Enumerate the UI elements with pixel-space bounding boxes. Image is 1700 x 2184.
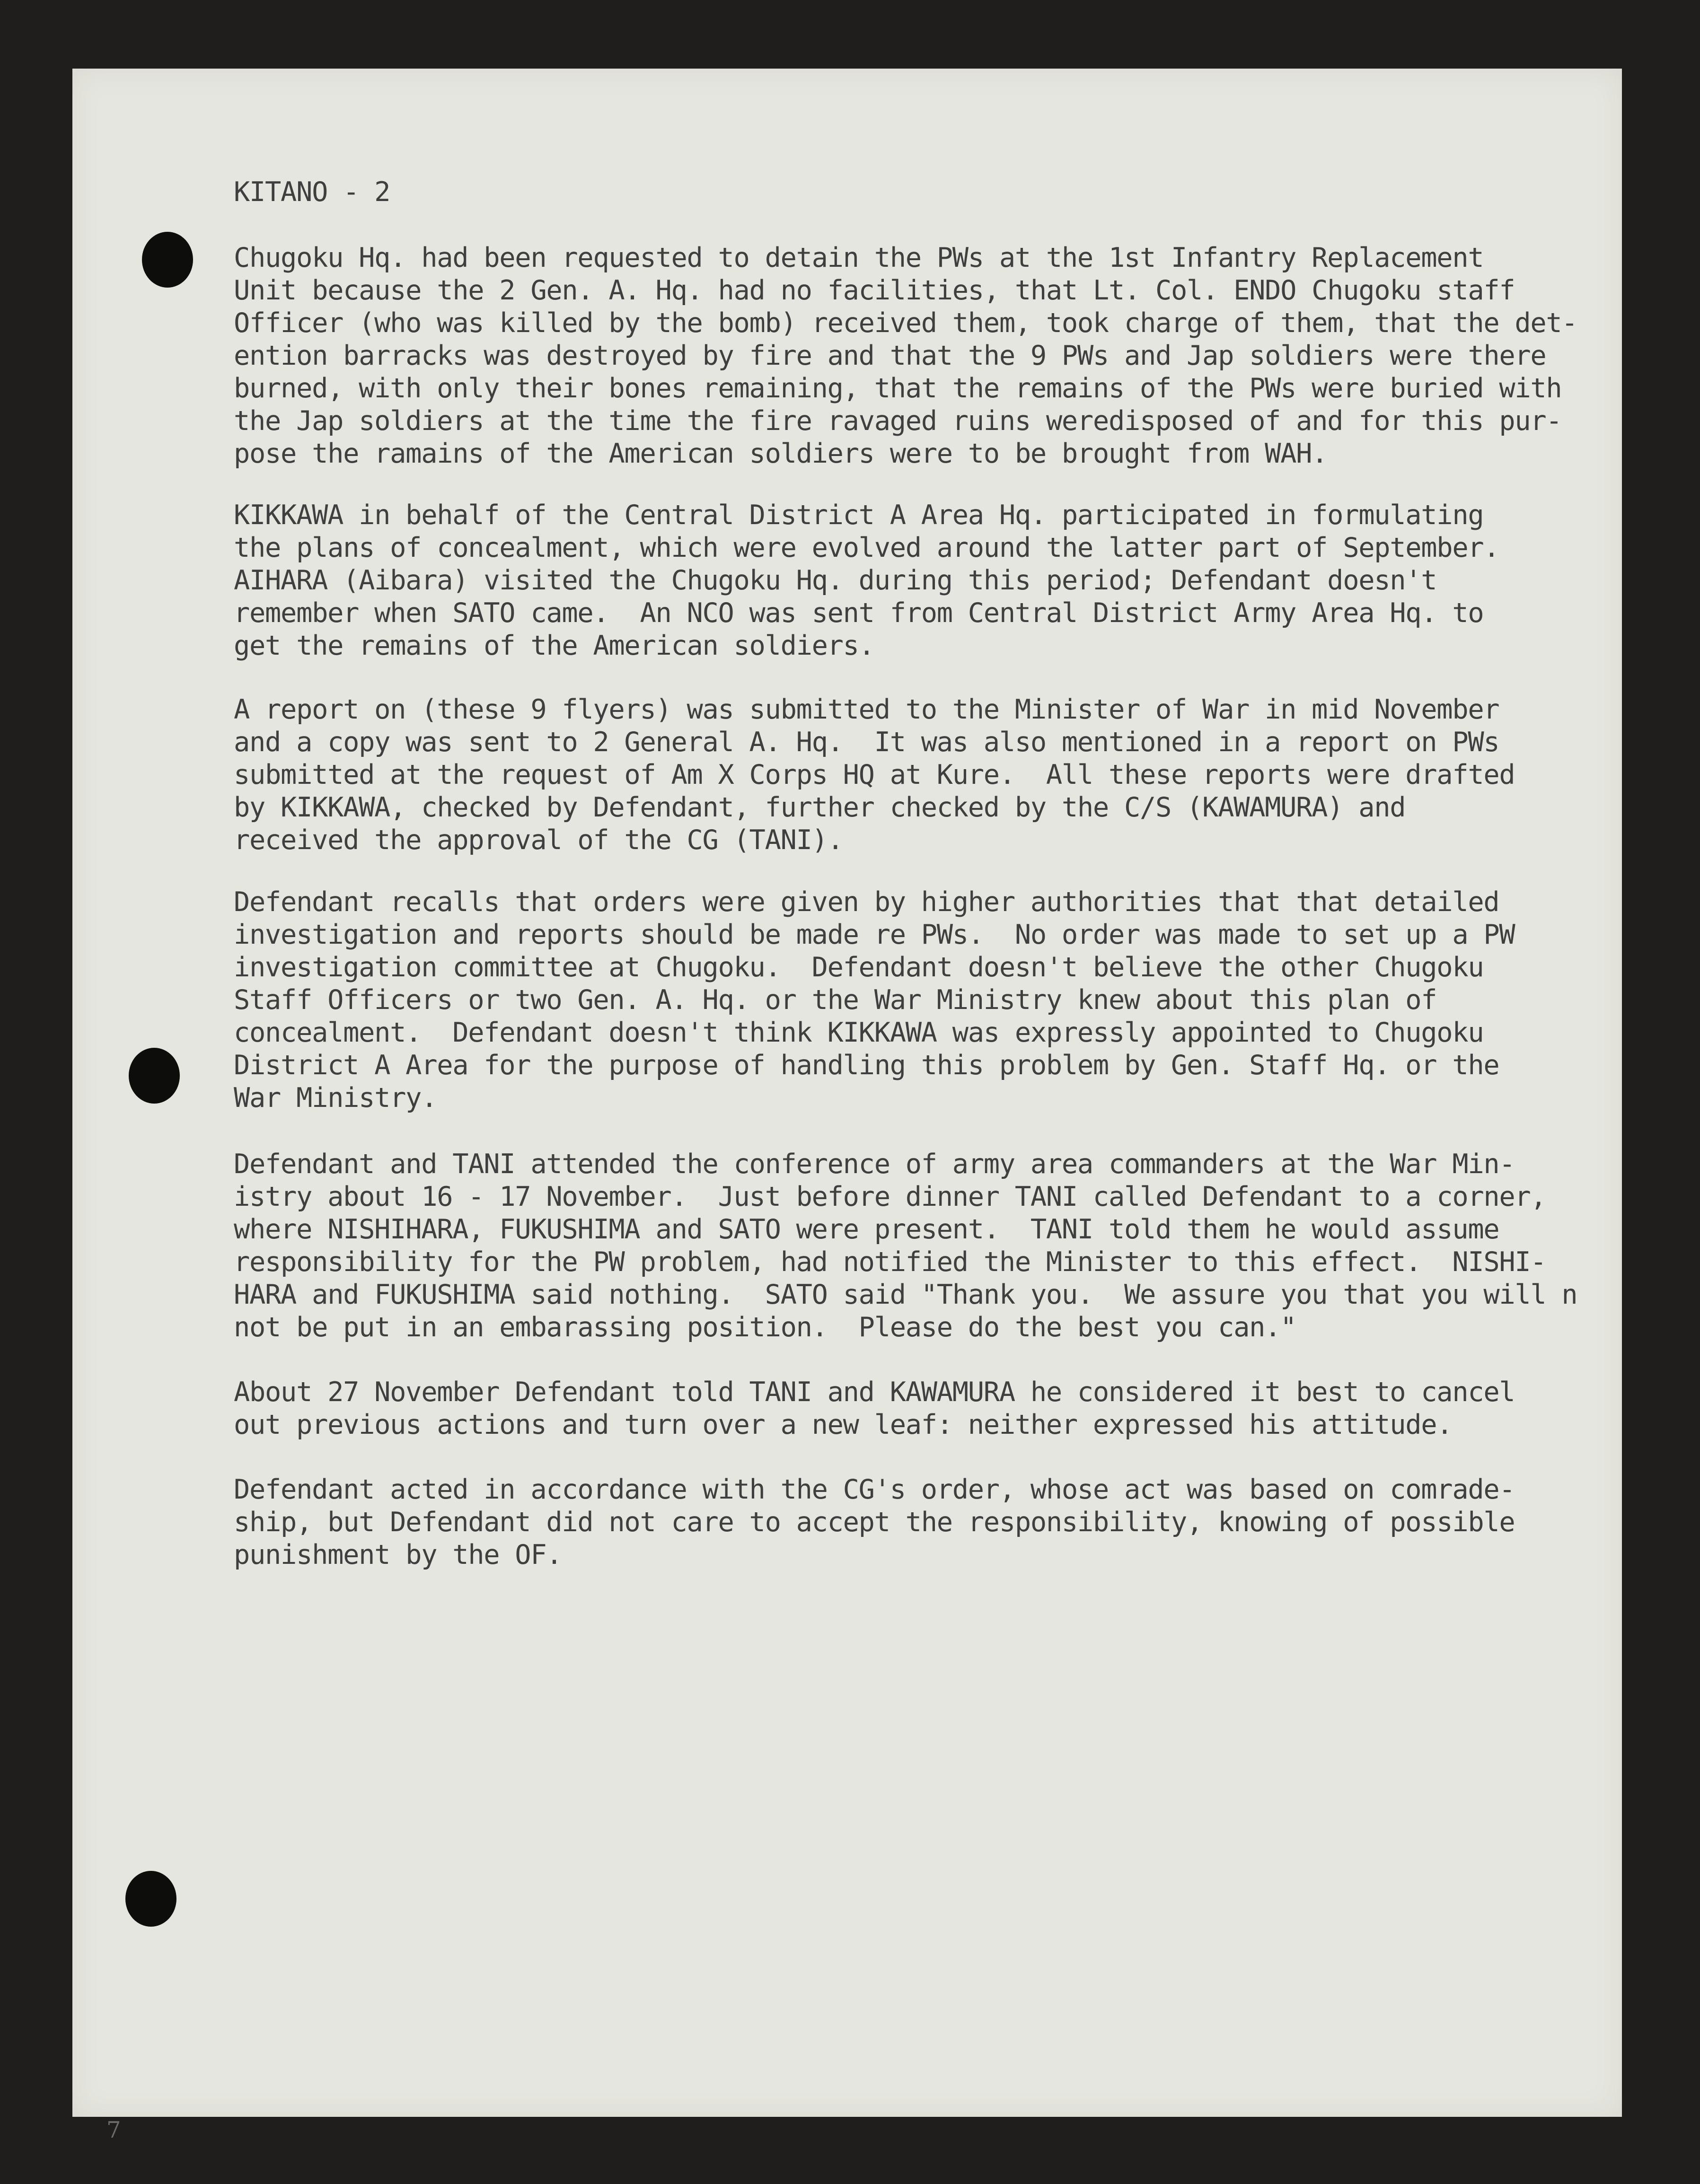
text-line: HARA and FUKUSHIMA said nothing. SATO said "Thank you. We assure you that you will n: [234, 1279, 1577, 1310]
text-line: Chugoku Hq. had been requested to detain the PWs at the 1st Infantry Replacement: [234, 242, 1484, 273]
punch-hole: [125, 1871, 176, 1927]
text-line: Officer (who was killed by the bomb) received them, took charge of them, that the det-: [234, 307, 1577, 339]
text-line: Defendant recalls that orders were given by higher authorities that that detailed: [234, 886, 1499, 918]
text-line: istry about 16 - 17 November. Just before dinner TANI called Defendant to a corner,: [234, 1181, 1546, 1212]
text-line: Unit because the 2 Gen. A. Hq. had no facilities, that Lt. Col. ENDO Chugoku staff: [234, 275, 1515, 306]
text-line: KIKKAWA in behalf of the Central District A Area Hq. participated in formulating: [234, 500, 1484, 531]
text-line: not be put in an embarassing position. Please do the best you can.": [234, 1312, 1296, 1343]
paragraph-1: [234, 242, 1577, 470]
text-line: ention barracks was destroyed by fire and that the 9 PWs and Jap soldiers were there: [234, 340, 1546, 371]
text-line: Defendant acted in accordance with the CG's order, whose act was based on comrade-: [234, 1474, 1515, 1505]
punch-hole: [142, 232, 193, 288]
text-line: remember when SATO came. An NCO was sent from Central District Army Area Hq. to: [234, 597, 1484, 629]
text-line: the Jap soldiers at the time the fire ravaged ruins weredisposed of and for this pur-: [234, 405, 1562, 437]
paragraph-4: [234, 886, 1515, 1114]
text-line: About 27 November Defendant told TANI and KAWAMURA he considered it best to cancel: [234, 1377, 1515, 1408]
text-line: Staff Officers or two Gen. A. Hq. or the War Ministry knew about this plan of: [234, 984, 1437, 1016]
text-line: and a copy was sent to 2 General A. Hq. It was also mentioned in a report on PWs: [234, 727, 1499, 758]
text-line: punishment by the OF.: [234, 1539, 562, 1570]
text-line: burned, with only their bones remaining, that the remains of the PWs were buried with: [234, 373, 1562, 404]
text-line: received the approval of the CG (TANI).: [234, 824, 843, 856]
text-line: submitted at the request of Am X Corps HQ at Kure. All these reports were drafted: [234, 759, 1515, 790]
text-line: AIHARA (Aibara) visited the Chugoku Hq. during this period; Defendant doesn't: [234, 565, 1437, 596]
text-line: concealment. Defendant doesn't think KIKKAWA was expressly appointed to Chugoku: [234, 1017, 1484, 1048]
text-line: by KIKKAWA, checked by Defendant, further checked by the C/S (KAWAMURA) and: [234, 792, 1406, 823]
text-line: get the remains of the American soldiers.: [234, 630, 874, 661]
text-line: out previous actions and turn over a new leaf: neither expressed his attitude.: [234, 1409, 1453, 1440]
text-line: A report on (these 9 flyers) was submitted to the Minister of War in mid November: [234, 694, 1499, 725]
text-line: the plans of concealment, which were evolved around the latter part of September.: [234, 532, 1499, 563]
text-line: where NISHIHARA, FUKUSHIMA and SATO were present. TANI told them he would assume: [234, 1214, 1499, 1245]
paragraph-3: [234, 693, 1515, 857]
paragraph-6: [234, 1376, 1515, 1441]
text-line: investigation and reports should be made re PWs. No order was made to set up a PW: [234, 919, 1515, 950]
text-line: pose the ramains of the American soldiers were to be brought from WAH.: [234, 438, 1328, 469]
paragraph-2: [234, 499, 1499, 662]
text-line: responsibility for the PW problem, had notified the Minister to this effect. NISHI-: [234, 1246, 1546, 1278]
text-line: War Ministry.: [234, 1082, 437, 1114]
page-header: KITANO - 2: [234, 176, 390, 208]
text-line: Defendant and TANI attended the conference of army area commanders at the War Min-: [234, 1149, 1515, 1180]
margin-mark: 7: [106, 2117, 121, 2143]
paragraph-5: [234, 1148, 1577, 1344]
text-line: District A Area for the purpose of handling this problem by Gen. Staff Hq. or the: [234, 1050, 1499, 1081]
punch-hole: [129, 1048, 180, 1104]
text-line: investigation committee at Chugoku. Defendant doesn't believe the other Chugoku: [234, 952, 1484, 983]
paragraph-7: [234, 1474, 1515, 1571]
text-line: ship, but Defendant did not care to accept the responsibility, knowing of possible: [234, 1507, 1515, 1538]
